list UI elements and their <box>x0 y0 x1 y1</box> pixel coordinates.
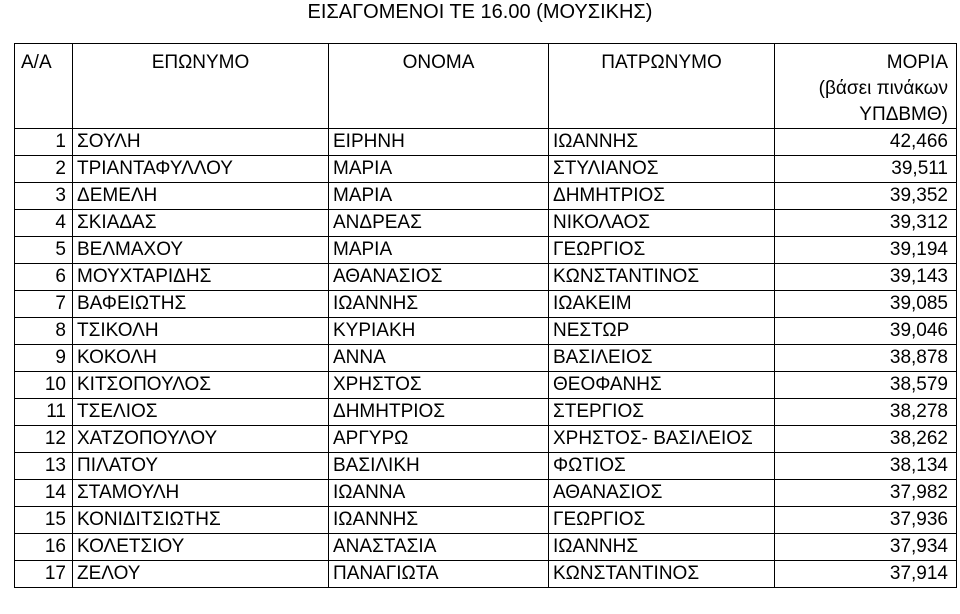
cell-father: ΙΩΑΝΝΗΣ <box>549 534 775 561</box>
cell-father: ΝΙΚΟΛΑΟΣ <box>549 210 775 237</box>
table-row <box>15 183 957 210</box>
table-row <box>15 426 957 453</box>
cell-aa: 3 <box>15 183 73 210</box>
cell-father: ΘΕΟΦΑΝΗΣ <box>549 372 775 399</box>
cell-aa: 16 <box>15 534 73 561</box>
cell-points: 39,511 <box>775 156 957 183</box>
table-row <box>15 129 957 156</box>
cell-father: ΙΩΑΝΝΗΣ <box>549 129 775 156</box>
cell-points: 38,878 <box>775 345 957 372</box>
cell-father: ΝΕΣΤΩΡ <box>549 318 775 345</box>
cell-name: ΠΑΝΑΓΙΩΤΑ <box>329 561 549 588</box>
cell-points: 38,134 <box>775 453 957 480</box>
cell-surname: ΒΑΦΕΙΩΤΗΣ <box>73 291 329 318</box>
cell-name: ΚΥΡΙΑΚΗ <box>329 318 549 345</box>
cell-name: ΙΩΑΝΝΑ <box>329 480 549 507</box>
cell-surname: ΖΕΛΟΥ <box>73 561 329 588</box>
cell-aa: 13 <box>15 453 73 480</box>
cell-father: ΣΤΥΛΙΑΝΟΣ <box>549 156 775 183</box>
cell-surname: ΠΙΛΑΤΟΥ <box>73 453 329 480</box>
cell-surname: ΚΟΚΟΛΗ <box>73 345 329 372</box>
cell-surname: ΣΚΙΑΔΑΣ <box>73 210 329 237</box>
cell-surname: ΒΕΛΜΑΧΟΥ <box>73 237 329 264</box>
cell-aa: 8 <box>15 318 73 345</box>
table-row <box>15 507 957 534</box>
cell-name: ΑΘΑΝΑΣΙΟΣ <box>329 264 549 291</box>
cell-aa: 1 <box>15 129 73 156</box>
cell-aa: 17 <box>15 561 73 588</box>
page-title: ΕΙΣΑΓΟΜΕΝΟΙ ΤΕ 16.00 (ΜΟΥΣΙΚΗΣ) <box>307 1 653 23</box>
cell-surname: ΧΑΤΖΟΠΟΥΛΟΥ <box>73 426 329 453</box>
cell-aa: 11 <box>15 399 73 426</box>
cell-points: 39,312 <box>775 210 957 237</box>
cell-points: 42,466 <box>775 129 957 156</box>
cell-aa: 9 <box>15 345 73 372</box>
table-row <box>15 264 957 291</box>
cell-name: ΙΩΑΝΝΗΣ <box>329 507 549 534</box>
table-row <box>15 561 957 588</box>
cell-points: 39,143 <box>775 264 957 291</box>
cell-surname: ΤΣΕΛΙΟΣ <box>73 399 329 426</box>
cell-name: ΜΑΡΙΑ <box>329 237 549 264</box>
table-row <box>15 372 957 399</box>
cell-father: ΧΡΗΣΤΟΣ- ΒΑΣΙΛΕΙΟΣ <box>549 426 775 453</box>
header-points-line1: ΜΟΡΙΑ <box>886 52 948 73</box>
cell-aa: 14 <box>15 480 73 507</box>
cell-name: ΙΩΑΝΝΗΣ <box>329 291 549 318</box>
table-header-row <box>15 44 957 129</box>
cell-aa: 10 <box>15 372 73 399</box>
cell-name: ΑΝΝΑ <box>329 345 549 372</box>
cell-surname: ΤΣΙΚΟΛΗ <box>73 318 329 345</box>
cell-aa: 2 <box>15 156 73 183</box>
header-name: ΟΝΟΜΑ <box>329 44 549 129</box>
cell-points: 37,982 <box>775 480 957 507</box>
cell-aa: 4 <box>15 210 73 237</box>
cell-father: ΔΗΜΗΤΡΙΟΣ <box>549 183 775 210</box>
table-row <box>15 318 957 345</box>
cell-surname: ΣΤΑΜΟΥΛΗ <box>73 480 329 507</box>
cell-father: ΦΩΤΙΟΣ <box>549 453 775 480</box>
cell-name: ΧΡΗΣΤΟΣ <box>329 372 549 399</box>
table-row <box>15 291 957 318</box>
table-row <box>15 480 957 507</box>
cell-points: 37,934 <box>775 534 957 561</box>
cell-aa: 6 <box>15 264 73 291</box>
table-row <box>15 156 957 183</box>
cell-name: ΜΑΡΙΑ <box>329 183 549 210</box>
cell-aa: 15 <box>15 507 73 534</box>
header-aa: Α/Α <box>15 44 73 129</box>
header-points-line3: ΥΠΔΒΜΘ) <box>859 104 948 125</box>
cell-surname: ΚΙΤΣΟΠΟΥΛΟΣ <box>73 372 329 399</box>
table-body <box>15 129 957 588</box>
cell-name: ΔΗΜΗΤΡΙΟΣ <box>329 399 549 426</box>
cell-name: ΑΝΑΣΤΑΣΙΑ <box>329 534 549 561</box>
cell-father: ΙΩΑΚΕΙΜ <box>549 291 775 318</box>
cell-surname: ΚΟΛΕΤΣΙΟΥ <box>73 534 329 561</box>
cell-father: ΚΩΝΣΤΑΝΤΙΝΟΣ <box>549 264 775 291</box>
cell-aa: 12 <box>15 426 73 453</box>
cell-surname: ΣΟΥΛΗ <box>73 129 329 156</box>
cell-surname: ΜΟΥΧΤΑΡΙΔΗΣ <box>73 264 329 291</box>
cell-points: 39,194 <box>775 237 957 264</box>
cell-name: ΕΙΡΗΝΗ <box>329 129 549 156</box>
cell-father: ΚΩΝΣΤΑΝΤΙΝΟΣ <box>549 561 775 588</box>
cell-points: 38,579 <box>775 372 957 399</box>
table-row <box>15 210 957 237</box>
table-row <box>15 399 957 426</box>
header-father: ΠΑΤΡΩΝΥΜΟ <box>549 44 775 129</box>
cell-name: ΜΑΡΙΑ <box>329 156 549 183</box>
cell-surname: ΚΟΝΙΔΙΤΣΙΩΤΗΣ <box>73 507 329 534</box>
cell-points: 39,046 <box>775 318 957 345</box>
header-points-line2: (βάσει πινάκων <box>818 78 948 99</box>
cell-points: 39,352 <box>775 183 957 210</box>
cell-points: 39,085 <box>775 291 957 318</box>
header-points <box>775 44 957 129</box>
table-row <box>15 453 957 480</box>
table-row <box>15 534 957 561</box>
cell-name: ΑΡΓΥΡΩ <box>329 426 549 453</box>
cell-points: 38,278 <box>775 399 957 426</box>
cell-father: ΓΕΩΡΓΙΟΣ <box>549 507 775 534</box>
table-row <box>15 345 957 372</box>
table-row <box>15 237 957 264</box>
cell-father: ΣΤΕΡΓΙΟΣ <box>549 399 775 426</box>
cell-father: ΓΕΩΡΓΙΟΣ <box>549 237 775 264</box>
cell-points: 38,262 <box>775 426 957 453</box>
cell-father: ΒΑΣΙΛΕΙΟΣ <box>549 345 775 372</box>
cell-points: 37,914 <box>775 561 957 588</box>
cell-surname: ΤΡΙΑΝΤΑΦΥΛΛΟΥ <box>73 156 329 183</box>
cell-points: 37,936 <box>775 507 957 534</box>
cell-name: ΑΝΔΡΕΑΣ <box>329 210 549 237</box>
cell-name: ΒΑΣΙΛΙΚΗ <box>329 453 549 480</box>
cell-aa: 7 <box>15 291 73 318</box>
results-table <box>14 43 957 588</box>
cell-father: ΑΘΑΝΑΣΙΟΣ <box>549 480 775 507</box>
cell-aa: 5 <box>15 237 73 264</box>
header-surname: ΕΠΩΝΥΜΟ <box>73 44 329 129</box>
cell-surname: ΔΕΜΕΛΗ <box>73 183 329 210</box>
